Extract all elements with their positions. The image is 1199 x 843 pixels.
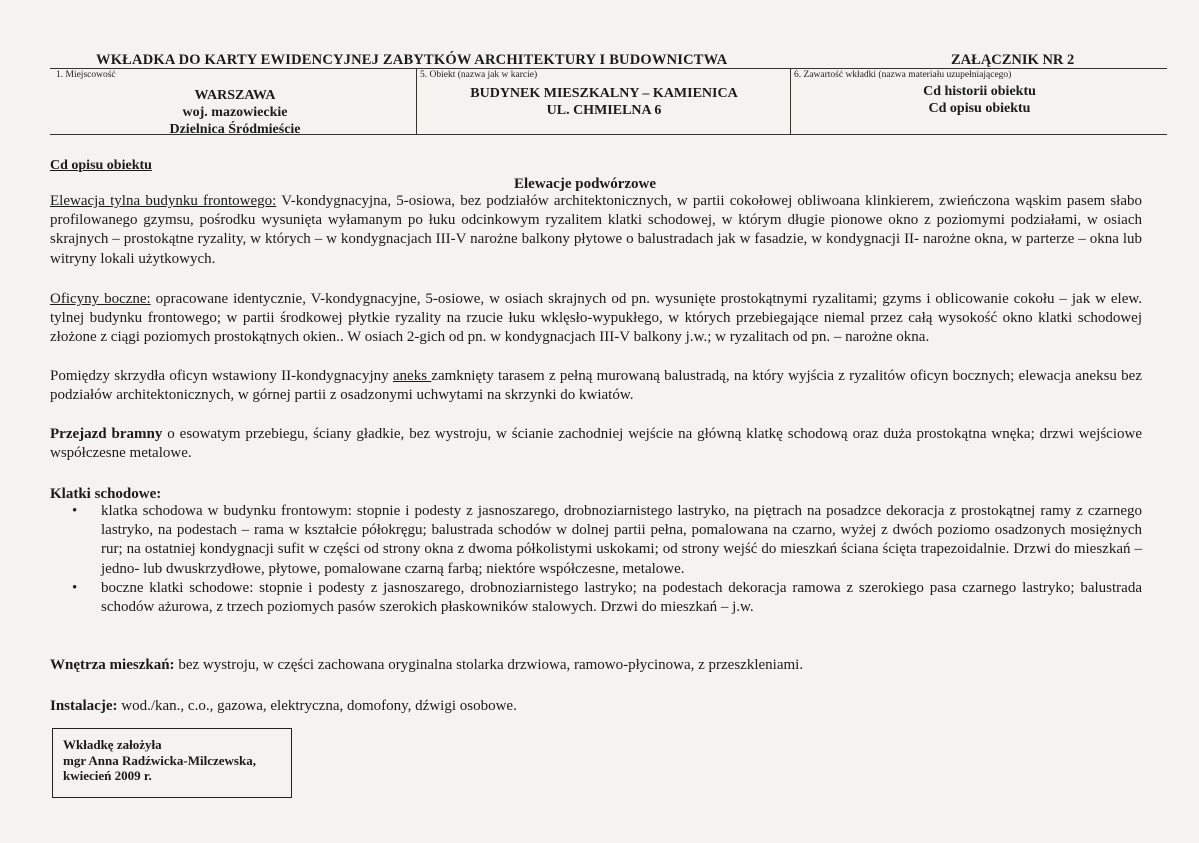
paragraph-annex: [50, 367, 1142, 405]
bullet-icon: •: [72, 579, 78, 596]
section-heading: Elewacje podwórzowe: [514, 176, 657, 192]
locality-voivodeship: woj. mazowieckie: [182, 105, 288, 120]
paragraph-gateway: [50, 425, 1142, 463]
object-label: 5. Obiekt (nazwa jak w karcie): [420, 70, 538, 80]
object-name: BUDYNEK MIESZKALNY – KAMIENICA: [470, 86, 738, 101]
side-wings-text: opracowane identycznie, V-kondygnacyjne, 5-osiowe, w osiach skrajnych od pn. wysunięte prostokątnymi ryzalitami; gzyms i oblicowanie cokołu – jak w elew. tylnej budynku frontowego; w partii środkowej płytkie ryzality na rzucie łuku wklęsło-wypukłego, w których przebiegające niemal przez całą wysokość okno klatki schodowej złożone z ciągi poziomych prostokątnych okien.. W osiach 2-gich od pn. w kondygnacjach III-V balkony j.w.; w ryzalitach od pn. – narożne okna.: [50, 291, 1142, 346]
object-address: UL. CHMIELNA 6: [546, 103, 662, 118]
paragraph-installations: [50, 697, 1142, 716]
author-line-created: Wkładkę założyła: [63, 737, 162, 752]
annex-text-before: Pomiędzy skrzydła oficyn wstawiony II-kondygnacyjny: [50, 368, 393, 384]
staircase-front-text: klatka schodowa w budynku frontowym: stopnie i podesty z jasnoszarego, drobnoziarnistego lastryko, na piętrach na posadzce dekoracja z prostokątnej ramy z czarnego lastryko, na podestach – rama w kształcie półokręgu; balustrada schodów w dolnej partii pełna, pomalowana na czarno, wyżej z dwóch poziomo osadzonych mosiężnych rur; na ostatniej kondygnacji sufit w części od strony okna z dwoma półkolistymi uskokami; od strony wejść do mieszkań ściana ścięta trapezoidalnie. Drzwi do mieszkań – jedno- lub dwuskrzydłowe, płytowe, pomalowane czarną farbą; niektóre współczesne, metalowe.: [101, 503, 1142, 577]
header-top-rule: [50, 68, 1167, 69]
annex-number: ZAŁĄCZNIK NR 2: [951, 52, 1075, 68]
side-wings-label: Oficyny boczne:: [50, 291, 151, 307]
locality-district: Dzielnica Śródmieście: [169, 122, 301, 137]
staircases-list: [70, 502, 1142, 617]
annex-text-after: zamknięty tarasem z pełną murowaną balustradą, na który wyjścia z ryzalitów oficyn bocznych; elewacja aneksu bez podziałów architektonicznych, w górnej partii z osadzonymi uchwytami na skrzynki do kwiatów.: [50, 368, 1142, 404]
author-name: mgr Anna Radźwicka-Milczewska,: [63, 752, 256, 768]
paragraph-interiors: [50, 656, 1142, 675]
list-item: [70, 579, 1142, 617]
author-box: [52, 728, 292, 798]
form-title: WKŁADKA DO KARTY EWIDENCYJNEJ ZABYTKÓW ARCHITEKTURY I BUDOWNICTWA: [96, 52, 728, 68]
section-reference: Cd opisu obiektu: [50, 158, 152, 173]
paragraph-rear-elevation: [50, 192, 1142, 269]
list-item: [70, 502, 1142, 579]
bullet-icon: •: [72, 503, 78, 519]
locality-label: 1. Miejscowość: [56, 70, 116, 80]
contents-item-history: Cd historii obiektu: [923, 84, 1036, 99]
gateway-label: Przejazd bramny: [50, 426, 163, 442]
gateway-text: o esowatym przebiegu, ściany gładkie, bez wystroju, w ścianie zachodniej wejście na główną klatkę schodową oraz duża prostokątna wnęka; drzwi wejściowe współczesne metalowe.: [50, 426, 1142, 462]
rear-elevation-text: V-kondygnacyjna, 5-osiowa, bez podziałów architektonicznych, w partii cokołowej obliwoana klinkierem, zwieńczona wąskim pasem słabo profilowanego gzymsu, pośrodku wysunięta wyłamanym po łuku odcinkowym ryzalitem klatki schodowej, w którym długie pionowe okno z poziomymi podziałami, w osiach skrajnych – prostokątne ryzality, w których – w kondygnacjach III-V narożne balkony płytowe o balustradach jak w fasadzie, w kondygnacji II- narożne okna, w parterze – okna lub witryny lokali użytkowych.: [50, 193, 1142, 267]
annex-term: aneks: [392, 368, 432, 384]
installations-text: wod./kan., c.o., gazowa, elektryczna, domofony, dźwigi osobowe.: [117, 698, 517, 714]
contents-item-description: Cd opisu obiektu: [928, 101, 1031, 116]
contents-label: 6. Zawartość wkładki (nazwa materiału uzupełniającego): [794, 70, 1012, 80]
staircase-side-text: boczne klatki schodowe: stopnie i podesty z jasnoszarego, drobnoziarnistego lastryko; na podestach dekoracja ramowa z szerokiego pasa czarnego lastryko; balustrada schodów ażurowa, z trzech poziomych pasów szerokich płaskowników stalowych. Drzwi do mieszkań – j.w.: [101, 579, 1142, 616]
paragraph-side-wings: [50, 290, 1142, 348]
header-divider-1: [416, 68, 417, 134]
interiors-label: Wnętrza mieszkań:: [50, 657, 175, 673]
header-divider-2: [790, 68, 791, 134]
interiors-text: bez wystroju, w części zachowana oryginalna stolarka drzwiowa, ramowo-płycinowa, z przeszkleniami.: [174, 657, 804, 673]
staircases-heading: Klatki schodowe:: [50, 486, 162, 502]
author-date: kwiecień 2009 r.: [63, 768, 152, 783]
installations-label: Instalacje:: [50, 698, 118, 714]
rear-elevation-label: Elewacja tylna budynku frontowego:: [50, 193, 277, 209]
locality-city: WARSZAWA: [194, 88, 276, 103]
